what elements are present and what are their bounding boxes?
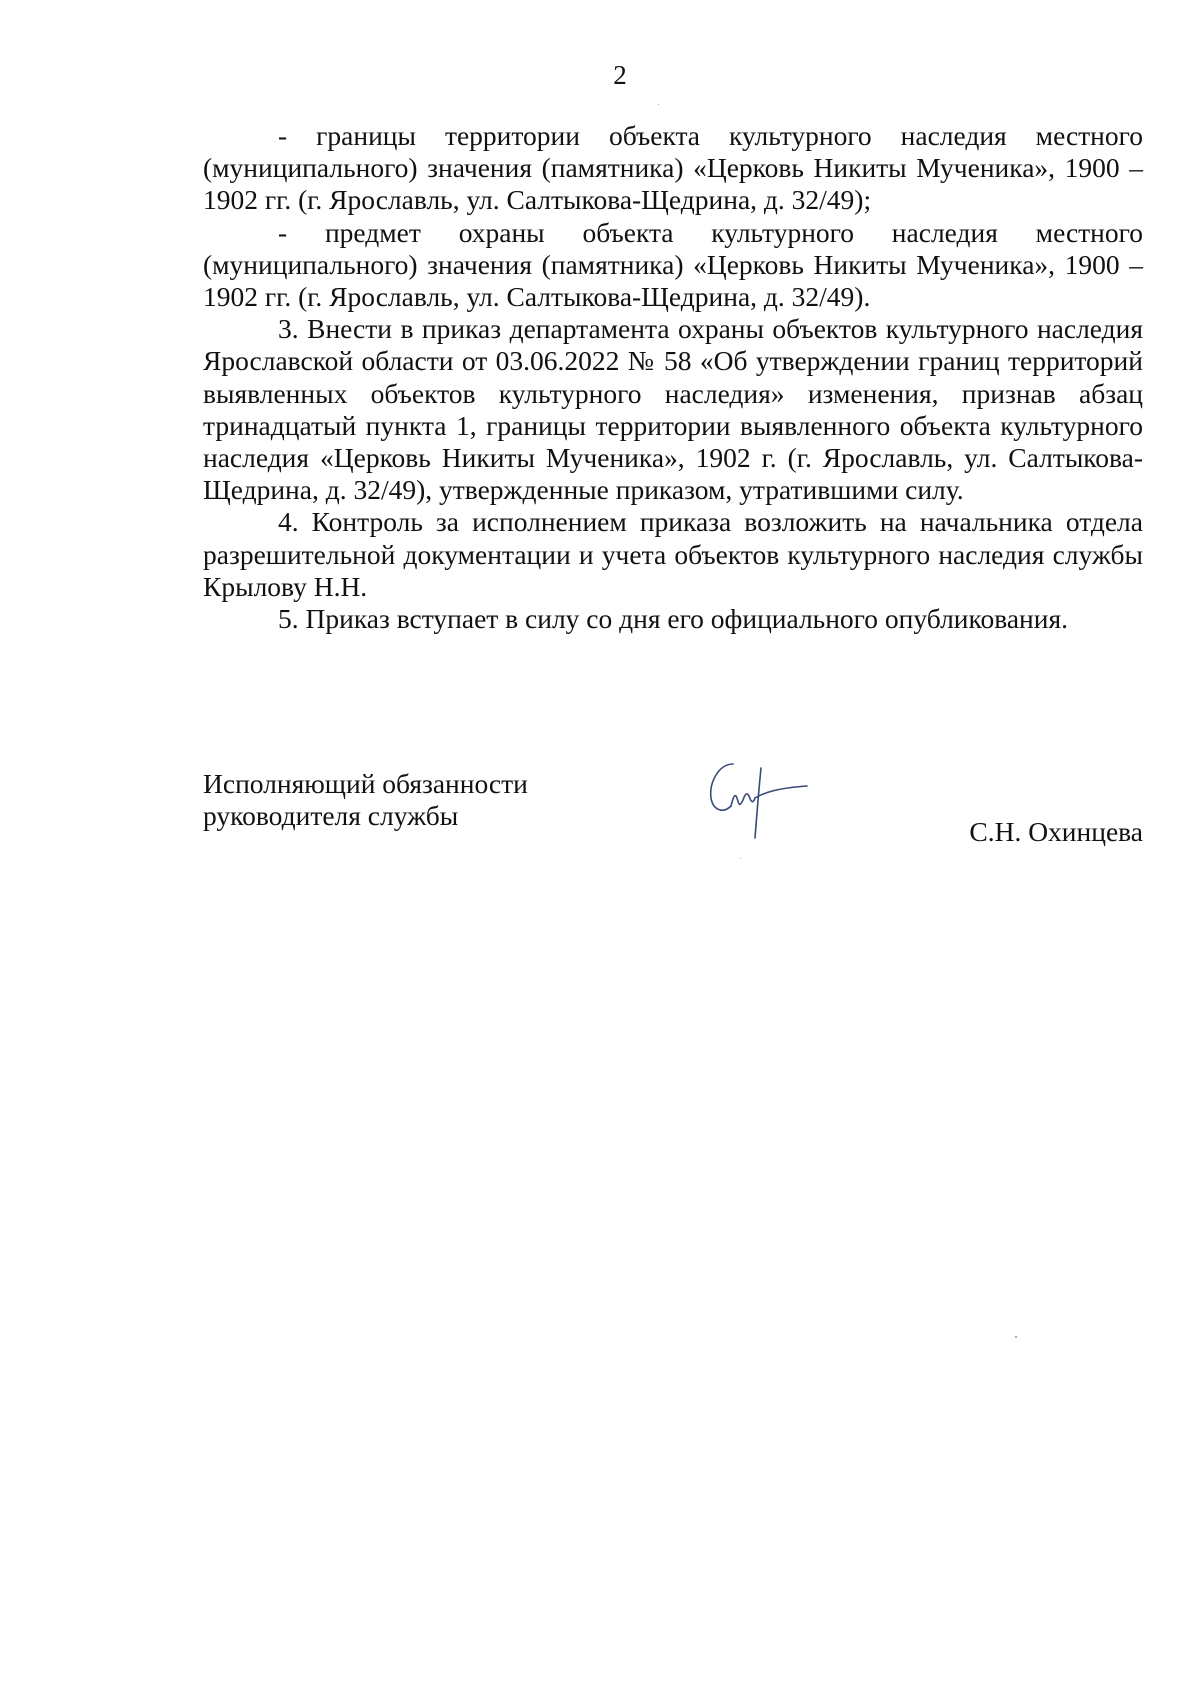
signature-stroke-4 bbox=[755, 786, 807, 798]
paragraph-protection-subject: - предмет охраны объекта культурного наследия местного (муниципального) значения (памятника) «Церковь Никиты Мученика», 1900 – 1902 гг. (г. Ярославль, ул. Салтыкова-Щедрина, д. 32/49). bbox=[203, 216, 1143, 313]
paragraph-item-5: 5. Приказ вступает в силу со дня его официального опубликования. bbox=[278, 603, 1069, 635]
paragraph-item-4: 4. Контроль за исполнением приказа возложить на начальника отдела разрешительной документации и учета объектов культурного наследия службы Крылову Н.Н. bbox=[203, 506, 1143, 602]
document-body bbox=[203, 120, 1143, 635]
page-number: 2 bbox=[613, 60, 627, 90]
signatory-position-line-2: руководителя службы bbox=[203, 800, 459, 831]
paragraph-boundaries: - границы территории объекта культурного наследия местного (муниципального) значения (памятника) «Церковь Никиты Мученика», 1900 – 1902 гг. (г. Ярославль, ул. Салтыкова-Щедрина, д. 32/49); bbox=[203, 120, 1143, 216]
signature-stroke-2 bbox=[731, 794, 755, 806]
signatory-position-line-1: Исполняющий обязанности bbox=[203, 768, 528, 799]
scan-speck bbox=[658, 104, 659, 105]
signature-block bbox=[203, 768, 1143, 868]
signature-stroke-3 bbox=[755, 768, 761, 838]
scan-speck bbox=[740, 858, 741, 859]
scan-speck bbox=[1015, 1336, 1017, 1338]
signatory-position bbox=[203, 768, 603, 832]
signature-stroke-1 bbox=[711, 764, 733, 810]
signatory-name: С.Н. Охинцева bbox=[969, 816, 1143, 847]
handwritten-signature bbox=[699, 754, 819, 844]
paragraph-item-3: 3. Внести в приказ департамента охраны объектов культурного наследия Ярославской области от 03.06.2022 № 58 «Об утверждении границ территорий выявленных объектов культурного наследия» изменения, признав абзац тринадцатый пункта 1, границы территории выявленного объекта культурного наследия «Церковь Никиты Мученика», 1902 г. (г. Ярославль, ул. Салтыкова-Щедрина, д. 32/49), утвержденные приказом, утратившими силу. bbox=[203, 313, 1143, 506]
